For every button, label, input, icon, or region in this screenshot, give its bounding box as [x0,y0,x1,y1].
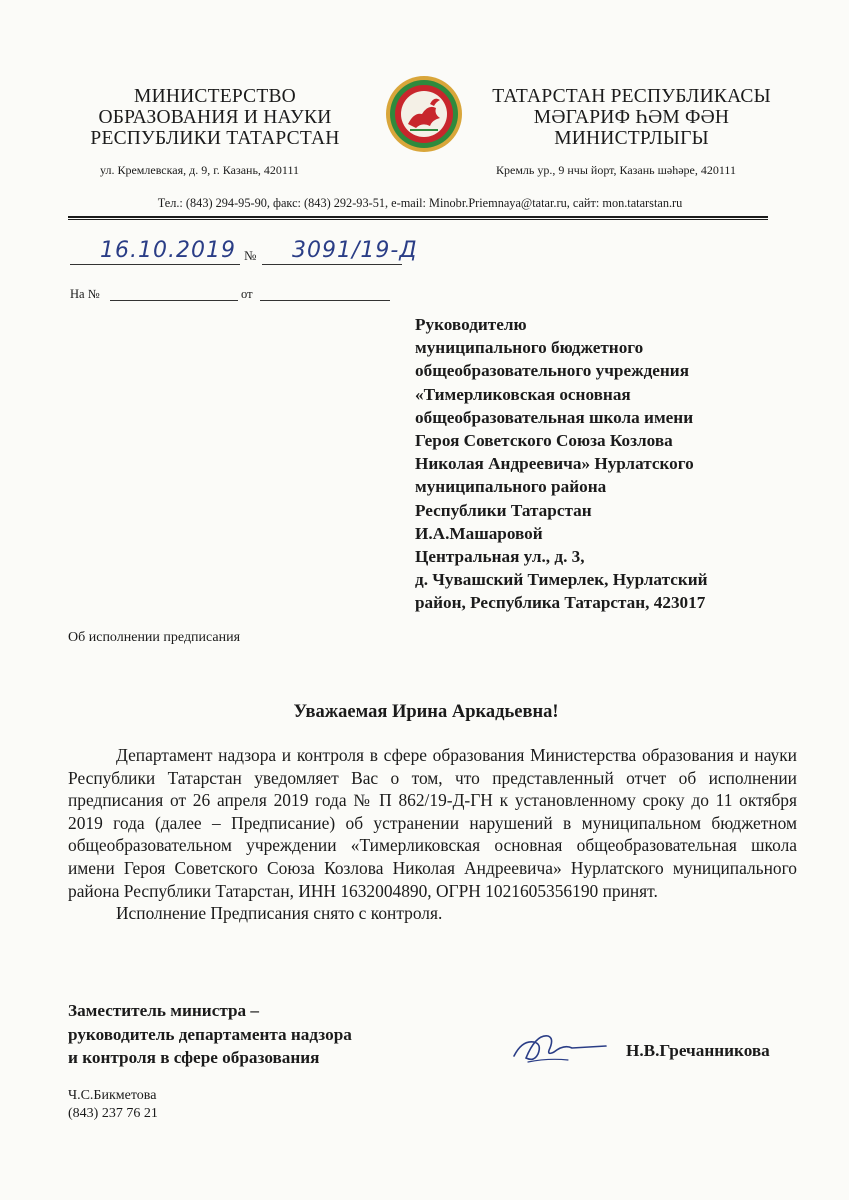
ref-date-blank [260,300,390,301]
org-line: МӘГАРИФ ҺӘМ ФӘН [533,107,730,128]
number-underline [262,264,402,265]
org-line: ТАТАРСТАН РЕСПУБЛИКАСЫ [492,86,771,107]
handwritten-number: 3091/19-Д [292,238,418,263]
org-line: ОБРАЗОВАНИЯ И НАУКИ [98,107,332,128]
number-label: № [244,248,257,263]
header-divider [68,216,768,218]
letter-subject: Об исполнении предписания [68,630,241,645]
signatory-title-line: и контроля в сфере образования [68,1048,320,1067]
body-paragraph: Исполнение Предписания снято с контроля. [116,903,443,924]
executor-info [68,1087,158,1123]
org-line: МИНИСТЕРСТВО [134,86,296,107]
ref-number-blank [110,300,238,301]
signatory-title [68,999,352,1070]
reference-line [70,287,400,303]
header-divider-thin [68,219,768,220]
date-underline [70,264,240,265]
handwritten-date: 16.10.2019 [100,238,236,263]
addressee-line: район, Республика Татарстан, 423017 [415,593,706,613]
org-line: РЕСПУБЛИКИ ТАТАРСТАН [90,128,340,149]
addressee-line: Центральная ул., д. 3, [415,547,585,567]
signatory-title-line: руководитель департамента надзора [68,1024,352,1044]
addressee-line: муниципального района [415,477,607,497]
body-paragraph: Департамент надзора и контроля в сфере образования Министерства образования и науки Республики Татарстан уведомляет Вас о том, что представленный отчет об исполнении предписания от 26 апреля 2019 года № П 862/19-Д-ГН к установленному сроку до 11 октября 2019 года (далее – Предписание) об устранении нарушений в муниципальном бюджетном общеобразовательном учреждении «Тимерликовская основная общеобразовательная школа имени Героя Советского Союза Козлова Николая Андреевича» Нурлатского муниципального района Республики Татарстан, ИНН 1632004890, ОГРН 1021605356190 принят. [68,745,797,901]
org-line: МИНИСТРЛЫГЫ [554,128,709,149]
ministry-name-tatar [474,86,789,149]
executor-name: Ч.С.Бикметова [68,1088,157,1103]
addressee-line: Республики Татарстан [415,500,592,520]
registration-line [70,238,430,268]
addressee-line: общеобразовательного учреждения [415,361,690,381]
addressee-line: Руководителю [415,315,527,334]
handwritten-signature [508,1022,608,1072]
ref-date-label: от [241,287,253,301]
ref-number-label: На № [70,287,100,301]
addressee-block [415,313,785,615]
letter-body [68,744,797,925]
addressee-line: И.А.Машаровой [415,523,543,543]
ministry-name-russian [60,86,370,149]
tatarstan-coat-of-arms-icon [384,74,464,154]
executor-phone: (843) 237 76 21 [68,1106,158,1121]
greeting: Уважаемая Ирина Аркадьевна! [293,702,559,722]
signatory-title-line: Заместитель министра – [68,1001,260,1020]
address-russian: ул. Кремлевская, д. 9, г. Казань, 420111 [100,163,300,177]
addressee-line: Николая Андреевича» Нурлатского [415,454,694,474]
signatory-name: Н.В.Гречанникова [626,1041,770,1060]
addressee-line: «Тимерликовская основная [415,384,631,404]
addressee-line: д. Чувашский Тимерлек, Нурлатский [415,570,708,590]
addressee-line: общеобразовательная школа имени [415,407,694,427]
contact-line: Тел.: (843) 294-95-90, факс: (843) 292-93-51, e-mail: Minobr.Priemnaya@tatar.ru, сайт: mon.tatarstan.ru [157,196,683,210]
address-tatar: Кремль ур., 9 нчы йорт, Казань шәһәре, 420111 [496,163,736,177]
addressee-line: муниципального бюджетного [415,338,644,358]
addressee-line: Героя Советского Союза Козлова [415,431,673,451]
